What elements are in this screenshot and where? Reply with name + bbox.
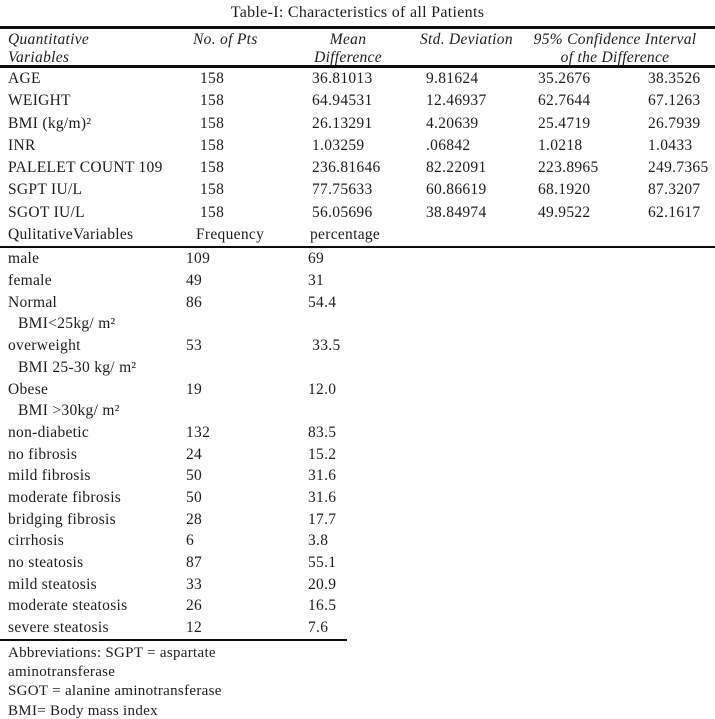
cell-n: 158 <box>200 114 225 132</box>
cell-percentage: 3.8 <box>308 532 329 550</box>
cell-frequency: 86 <box>186 293 203 311</box>
table-row-sub-label <box>0 357 715 379</box>
table-row <box>0 552 715 574</box>
column-header-no-of-pts: No. of Pts <box>193 31 258 48</box>
row-label: BMI 25-30 kg/ m² <box>18 358 137 376</box>
row-label: INR <box>8 136 36 154</box>
table-title: Table-I: Characteristics of all Patients <box>230 4 485 21</box>
row-label: non-diabetic <box>8 423 90 441</box>
column-header-confidence-interval: 95% Confidence Interval of the Difference <box>533 31 697 66</box>
footnote-line: SGOT = alanine aminotransferase <box>8 683 222 700</box>
cell-sd: 82.22091 <box>426 159 487 177</box>
row-label: moderate fibrosis <box>8 488 122 506</box>
cell-n: 158 <box>200 136 225 154</box>
cell-frequency: 49 <box>186 272 203 290</box>
cell-ci-high: 26.7939 <box>648 114 701 132</box>
cell-sd: 60.86619 <box>426 181 487 199</box>
table-row <box>0 157 715 179</box>
table-row <box>0 113 715 135</box>
column-header-quantitative-variables: Quantitative Variables <box>8 31 90 66</box>
footnote-line: Abbreviations: SGPT = aspartate <box>8 644 216 661</box>
cell-ci-low: 35.2676 <box>538 70 591 87</box>
footnote-line: BMI= Body mass index <box>8 702 158 719</box>
cell-mean: 236.81646 <box>312 159 381 177</box>
row-label: overweight <box>8 337 81 355</box>
quantitative-header-row <box>0 29 715 65</box>
cell-mean: 26.13291 <box>312 114 373 132</box>
cell-mean: 64.94531 <box>312 92 373 110</box>
cell-frequency: 19 <box>186 380 203 398</box>
row-label: mild steatosis <box>8 575 98 593</box>
table-row <box>0 487 715 509</box>
abbreviations-footnote <box>0 641 715 719</box>
cell-percentage: 17.7 <box>308 510 337 528</box>
qualitative-header-row <box>0 224 715 246</box>
row-label: PALELET COUNT 109 <box>8 159 163 177</box>
table-row <box>0 179 715 201</box>
cell-percentage <box>318 313 715 335</box>
table-row <box>0 135 715 157</box>
table-row <box>0 509 715 531</box>
cell-ci-high: 62.1617 <box>648 203 701 221</box>
row-label: mild fibrosis <box>8 467 91 485</box>
cell-ci-low: 25.4719 <box>538 114 591 132</box>
table-row-sub-label <box>0 313 715 335</box>
row-label: no steatosis <box>8 554 84 571</box>
column-header-qualitative-variables: QulitativeVariables <box>8 226 134 244</box>
quantitative-rows <box>0 68 715 246</box>
table-row <box>0 270 715 292</box>
cell-frequency <box>196 400 318 422</box>
cell-sd: .06842 <box>426 136 471 154</box>
footnote-line: aminotransferase <box>8 664 116 681</box>
table-row <box>0 90 715 112</box>
row-label: BMI (kg/m)² <box>8 114 92 132</box>
cell-n: 158 <box>200 70 225 87</box>
row-label: female <box>8 272 52 290</box>
cell-frequency <box>196 313 318 335</box>
row-label: WEIGHT <box>8 92 71 110</box>
cell-percentage: 33.5 <box>308 337 341 355</box>
row-label: Normal <box>8 293 58 311</box>
table-row <box>0 574 715 596</box>
cell-percentage: 31 <box>308 272 325 290</box>
row-label: no fibrosis <box>8 445 78 463</box>
cell-percentage: 83.5 <box>308 423 337 441</box>
cell-mean: 77.75633 <box>312 181 373 199</box>
cell-sd: 38.84974 <box>426 203 487 221</box>
cell-percentage: 15.2 <box>308 445 337 463</box>
cell-ci-high: 38.3526 <box>648 70 701 87</box>
cell-frequency: 24 <box>186 445 203 463</box>
table-row <box>0 465 715 487</box>
cell-ci-low: 223.8965 <box>538 159 599 177</box>
cell-sd: 4.20639 <box>426 114 479 132</box>
cell-ci-low: 1.0218 <box>538 136 583 154</box>
row-label: SGOT IU/L <box>8 203 85 221</box>
table-row <box>0 530 715 552</box>
table-row <box>0 595 715 617</box>
cell-n: 158 <box>200 159 225 177</box>
table-row <box>0 379 715 401</box>
cell-percentage <box>318 357 715 379</box>
cell-frequency: 50 <box>186 467 203 485</box>
cell-ci-high: 1.0433 <box>648 136 693 154</box>
cell-percentage: 31.6 <box>308 467 337 485</box>
table-row <box>0 617 715 639</box>
cell-mean: 1.03259 <box>312 136 365 154</box>
cell-frequency: 87 <box>186 554 203 571</box>
row-label: Obese <box>8 380 49 398</box>
cell-sd: 9.81624 <box>426 70 479 87</box>
cell-ci-high: 67.1263 <box>648 92 701 110</box>
table-row <box>0 444 715 466</box>
row-label: BMI<25kg/ m² <box>18 315 116 333</box>
column-header-std-deviation: Std. Deviation <box>420 31 513 48</box>
row-label: cirrhosis <box>8 532 65 550</box>
cell-ci-high: 87.3207 <box>648 181 701 199</box>
cell-frequency: 12 <box>186 619 203 637</box>
cell-frequency: 50 <box>186 488 203 506</box>
qualitative-rows <box>0 248 715 638</box>
cell-mean: 56.05696 <box>312 203 373 221</box>
cell-frequency: 6 <box>186 532 195 550</box>
table-row <box>0 248 715 270</box>
table-row <box>0 202 715 224</box>
row-label: SGPT IU/L <box>8 181 83 199</box>
table-row <box>0 422 715 444</box>
table-row <box>0 292 715 314</box>
cell-frequency: 33 <box>186 575 203 593</box>
table-row <box>0 335 715 357</box>
cell-frequency: 28 <box>186 510 203 528</box>
cell-ci-low: 49.9522 <box>538 203 591 221</box>
cell-percentage: 12.0 <box>308 380 337 398</box>
cell-percentage: 31.6 <box>308 488 337 506</box>
column-header-mean-difference: Mean Difference <box>314 31 382 66</box>
cell-n: 158 <box>200 181 225 199</box>
cell-frequency: 26 <box>186 597 203 615</box>
cell-percentage <box>318 400 715 422</box>
cell-frequency: 53 <box>186 337 203 355</box>
row-label: male <box>8 250 40 268</box>
cell-percentage: 55.1 <box>308 554 337 571</box>
cell-percentage: 7.6 <box>308 619 329 637</box>
cell-mean: 36.81013 <box>312 70 373 87</box>
cell-frequency <box>196 357 318 379</box>
row-label: AGE <box>8 70 41 87</box>
cell-percentage: 69 <box>308 250 325 268</box>
table-row-sub-label <box>0 400 715 422</box>
cell-ci-low: 68.1920 <box>538 181 591 199</box>
row-label: moderate steatosis <box>8 597 128 615</box>
row-label: bridging fibrosis <box>8 510 116 528</box>
cell-frequency: 109 <box>186 250 211 268</box>
cell-percentage: 54.4 <box>308 293 337 311</box>
cell-n: 158 <box>200 203 225 221</box>
column-header-percentage: percentage <box>310 226 381 244</box>
cell-n: 158 <box>200 92 225 110</box>
cell-percentage: 20.9 <box>308 575 337 593</box>
row-label: BMI >30kg/ m² <box>18 402 120 420</box>
cell-ci-high: 249.7365 <box>648 159 709 177</box>
row-label: severe steatosis <box>8 619 109 637</box>
cell-sd: 12.46937 <box>426 92 487 110</box>
cell-ci-low: 62.7644 <box>538 92 591 110</box>
column-header-frequency: Frequency <box>196 226 265 244</box>
cell-percentage: 16.5 <box>308 597 337 615</box>
table-row <box>0 68 715 90</box>
cell-frequency: 132 <box>186 423 211 441</box>
